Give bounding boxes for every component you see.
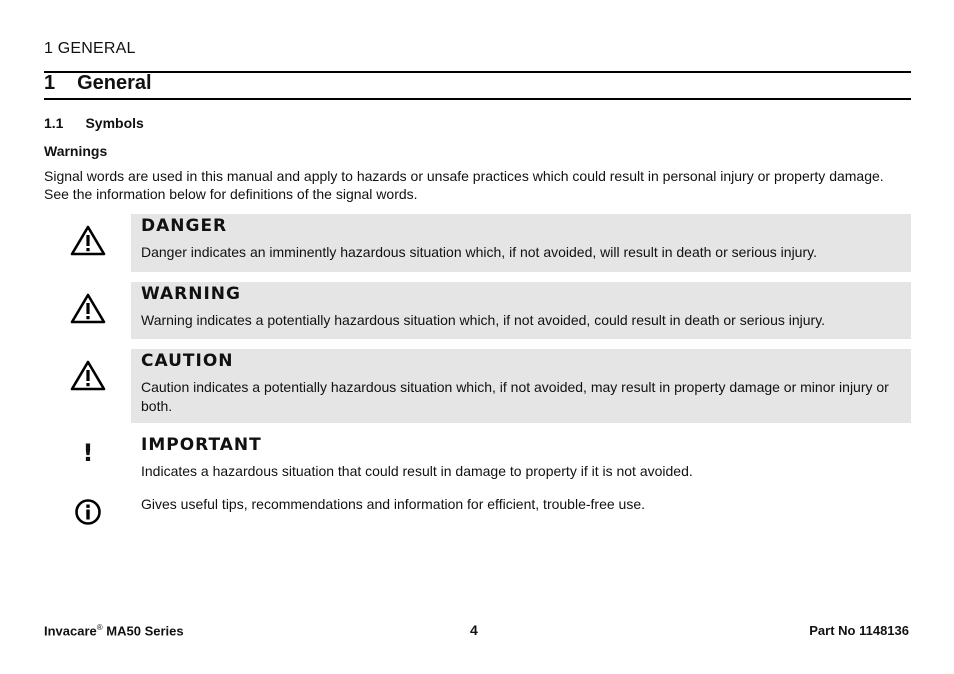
footer-product [44,623,184,638]
caution-text: Caution indicates a potentially hazardous situation which, if not avoided, may result in property damage or minor injury or both. [141,379,889,414]
danger-box [131,214,911,272]
important-text: Indicates a hazardous situation that could result in damage to property if it is not avoided. [141,463,693,479]
footer-part-number: Part No 1148136 [809,623,909,638]
section-title: Symbols [85,115,144,131]
intro-line-1: Signal words are used in this manual and apply to hazards or unsafe practices which could result in personal injury or property damage. [44,168,884,184]
warning-signal-word: WARNING [141,284,241,304]
tip-notice [44,495,911,525]
caution-notice [44,349,911,423]
footer-series: MA50 Series [106,623,184,639]
warning-box [131,282,911,339]
section-heading [44,115,144,131]
registered-mark: ® [96,623,103,632]
chapter-title [44,72,152,95]
exclamation-symbol: ! [82,439,94,467]
title-rule-bottom [44,98,911,100]
caution-signal-word: CAUTION [141,351,234,371]
page-number: 4 [470,622,478,638]
chapter-name: General [77,72,152,94]
caution-box [131,349,911,423]
warnings-subheading: Warnings [44,143,108,159]
intro-line-2: See the information below for definitions of the signal words. [44,186,418,202]
warning-triangle-icon [66,288,110,328]
tip-text: Gives useful tips, recommendations and information for efficient, trouble-free use. [141,496,645,512]
section-number: 1.1 [44,115,64,131]
intro-paragraph [44,167,914,203]
important-notice [44,433,911,483]
info-icon [66,492,110,532]
warning-text: Warning indicates a potentially hazardous situation which, if not avoided, could result in death or serious injury. [141,312,826,328]
footer-brand: Invacare [44,623,97,639]
warning-triangle-icon [66,220,110,260]
tip-box [131,495,911,514]
exclamation-icon [66,433,110,473]
danger-notice [44,214,911,272]
danger-text: Danger indicates an imminently hazardous situation which, if not avoided, will result in death or serious injury. [141,244,817,260]
chapter-number: 1 [44,72,56,94]
warning-notice [44,282,911,339]
warning-triangle-icon [66,355,110,395]
important-box [131,433,911,483]
important-signal-word: IMPORTANT [141,435,262,455]
title-rule-top [44,71,911,73]
danger-signal-word: DANGER [141,216,228,236]
running-header: 1 GENERAL [44,40,136,57]
